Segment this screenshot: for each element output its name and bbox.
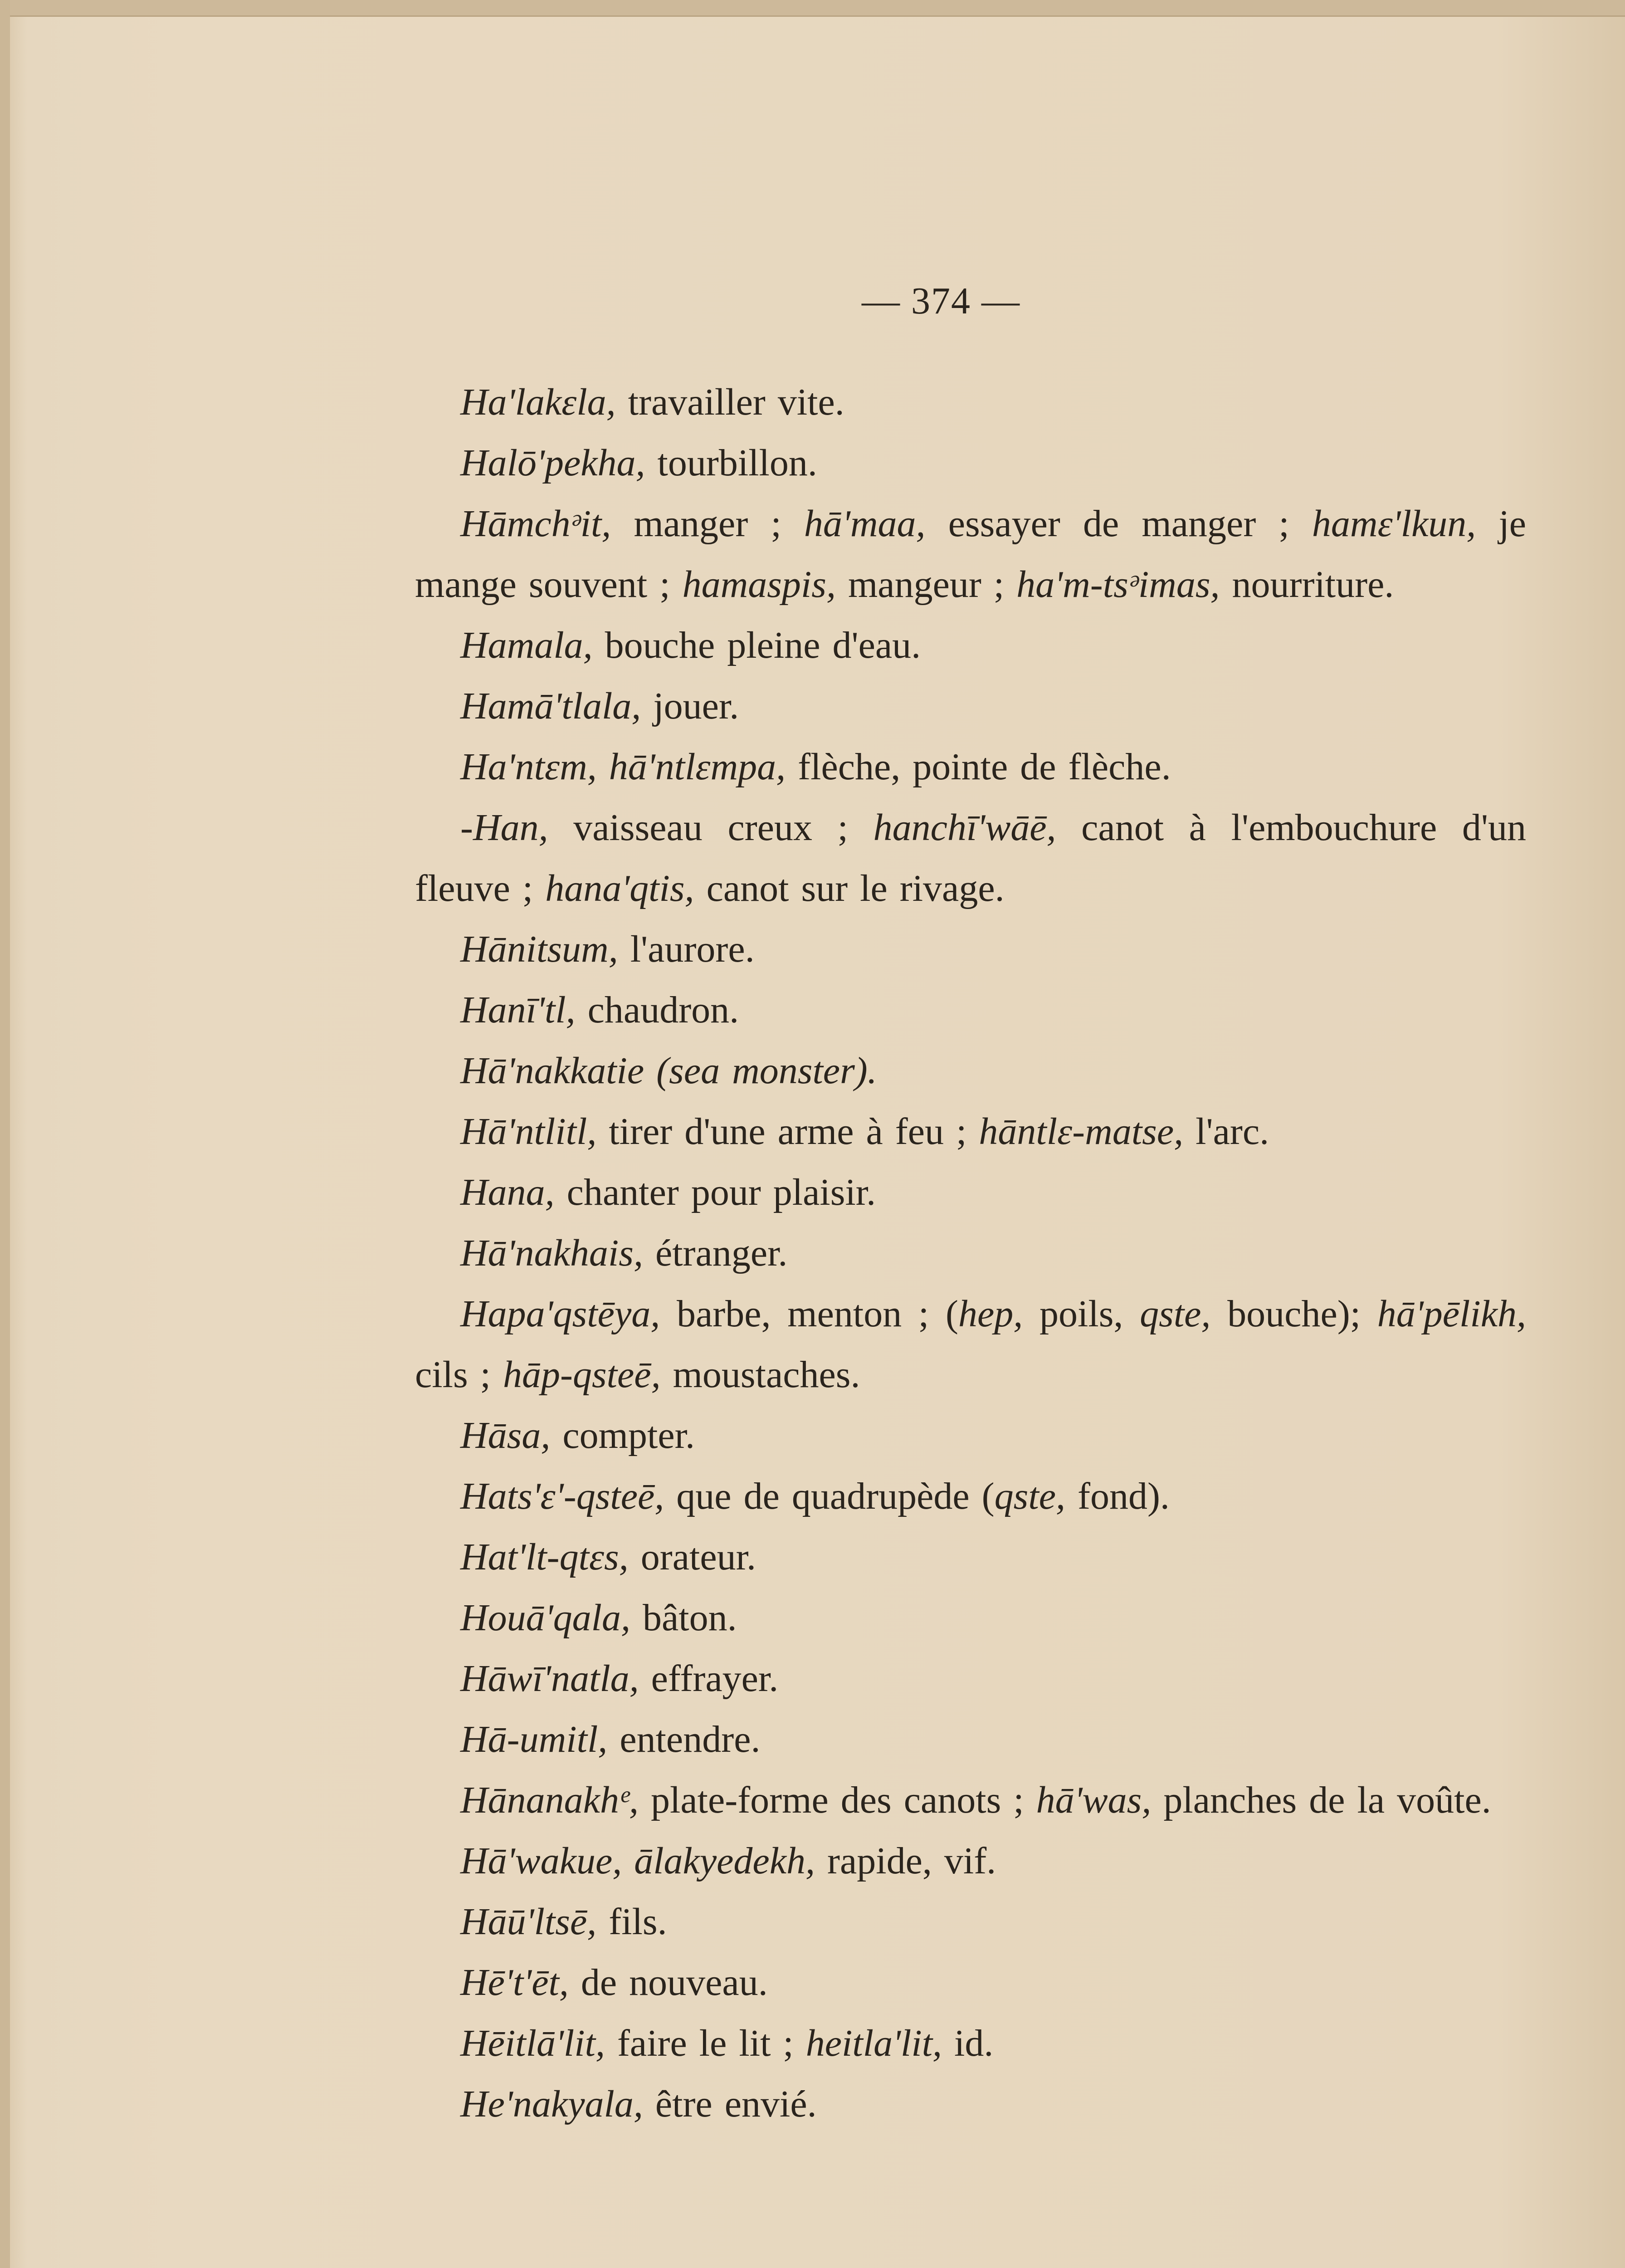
definition: fils.	[596, 1901, 667, 1943]
headword: hā'ntlɛmpa,	[609, 746, 786, 788]
headword: Hā'ntlitl,	[460, 1110, 597, 1153]
dictionary-entry	[415, 1405, 1526, 1466]
page-left-edge	[0, 0, 10, 2268]
headword: hana'qtis,	[545, 867, 694, 909]
dictionary-entry	[415, 1648, 1526, 1709]
definition: canot à l'embouchure d'un fleuve ;	[415, 807, 1526, 909]
headword: Hā-umitl,	[460, 1718, 608, 1760]
dictionary-entry	[415, 494, 1526, 615]
definition: flèche, pointe de flèche.	[786, 746, 1171, 788]
headword: hāntlɛ-matse,	[979, 1110, 1184, 1153]
definition: que de quadrupède (	[664, 1475, 995, 1517]
definition: je mange souvent ;	[415, 503, 1527, 606]
dictionary-entry	[415, 980, 1526, 1041]
definition: bouche);	[1210, 1293, 1377, 1335]
definition: étranger.	[643, 1232, 788, 1274]
headword: Hēitlā'lit,	[460, 2022, 605, 2064]
definition: id.	[942, 2022, 994, 2064]
headword: Hapa'qstēya,	[460, 1293, 660, 1335]
headword: Hat'lt-qtɛs,	[460, 1536, 629, 1578]
definition: fond).	[1065, 1475, 1170, 1517]
definition: rapide, vif.	[815, 1840, 996, 1882]
headword: qste,	[1140, 1293, 1211, 1335]
headword: Hānanakhᵉ,	[460, 1779, 639, 1821]
headword: heitla'lit,	[805, 2022, 942, 2064]
headword: Hana,	[460, 1171, 555, 1213]
definition: bâton.	[630, 1597, 737, 1639]
definition	[597, 746, 609, 788]
dictionary-entry	[415, 372, 1526, 433]
dictionary-entry	[415, 1284, 1526, 1405]
definition: travailler vite.	[615, 381, 844, 423]
headword: Hats'ɛ'-qsteē,	[460, 1475, 664, 1517]
headword: Hā'wakue, ālakyedekh,	[460, 1840, 815, 1882]
dictionary-entry	[415, 2074, 1526, 2135]
dictionary-entry	[415, 797, 1526, 919]
definition: tirer d'une arme à feu ;	[596, 1110, 979, 1153]
definition: moustaches.	[660, 1354, 860, 1396]
dictionary-entry	[415, 1588, 1526, 1648]
headword: Ha'lakɛla,	[460, 381, 616, 423]
dictionary-entry	[415, 1831, 1526, 1892]
dictionary-entry	[415, 1101, 1526, 1162]
definition: planches de la voûte.	[1151, 1779, 1491, 1821]
headword: Halō'pekha,	[460, 442, 645, 484]
headword: Hāū'ltsē,	[460, 1901, 597, 1943]
definition: l'aurore.	[618, 928, 755, 970]
headword: hāp-qsteē,	[503, 1354, 661, 1396]
headword: hamɛ'lkun,	[1312, 503, 1476, 545]
dictionary-entry	[415, 676, 1526, 737]
headword: Hānitsum,	[460, 928, 618, 970]
dictionary-entry	[415, 1223, 1526, 1284]
dictionary-entry	[415, 1041, 1526, 1101]
definition: cils ;	[415, 1354, 503, 1396]
page-number: — 374 —	[862, 280, 1020, 322]
definition: bouche pleine d'eau.	[592, 624, 921, 666]
headword: Hāsa,	[460, 1414, 551, 1457]
definition: chaudron.	[575, 989, 739, 1031]
definition: tourbillon.	[645, 442, 817, 484]
dictionary-entry	[415, 1892, 1526, 1952]
headword: He'nakyala,	[460, 2083, 643, 2125]
definition: entendre.	[607, 1718, 761, 1760]
headword: Hāwī'natla,	[460, 1657, 639, 1700]
definition: essayer de manger ;	[925, 503, 1312, 545]
dictionary-entry	[415, 1466, 1526, 1527]
dictionary-entry	[415, 919, 1526, 980]
headword: Hāmchᵊit,	[460, 503, 611, 545]
definition: de nouveau.	[568, 1961, 768, 2004]
definition: canot sur le rivage.	[694, 867, 1005, 909]
dictionary-entries	[415, 372, 1526, 2135]
headword: ha'm-tsᵊimas,	[1016, 563, 1220, 606]
headword: Hamā'tlala,	[460, 685, 641, 727]
headword: hamaspis,	[682, 563, 836, 606]
dictionary-entry	[415, 433, 1526, 494]
definition: barbe, menton ; (	[660, 1293, 958, 1335]
headword: Ha'ntɛm,	[460, 746, 597, 788]
headword: Hē't'ēt,	[460, 1961, 569, 2004]
definition: être envié.	[643, 2083, 817, 2125]
headword: Hamala,	[460, 624, 593, 666]
dictionary-entry	[415, 615, 1526, 676]
headword: hā'was,	[1036, 1779, 1152, 1821]
dictionary-entry	[415, 2013, 1526, 2074]
headword: Hanī'tl,	[460, 989, 576, 1031]
headword: -Han,	[460, 807, 548, 849]
dictionary-entry	[415, 1527, 1526, 1588]
headword: hā'maa,	[804, 503, 926, 545]
definition: mangeur ;	[835, 563, 1017, 606]
definition: orateur.	[628, 1536, 756, 1578]
dictionary-entry	[415, 1770, 1526, 1831]
definition: poils,	[1023, 1293, 1140, 1335]
definition: jouer.	[641, 685, 739, 727]
dictionary-entry	[415, 737, 1526, 797]
dictionary-entry	[415, 1709, 1526, 1770]
headword: Houā'qala,	[460, 1597, 630, 1639]
headword: qste,	[994, 1475, 1065, 1517]
definition: chanter pour plaisir.	[554, 1171, 876, 1213]
headword: hanchī'wāē,	[873, 807, 1056, 849]
headword: hā'pēlikh,	[1377, 1293, 1526, 1335]
headword: Hā'nakkatie (sea monster).	[460, 1050, 877, 1092]
definition: l'arc.	[1183, 1110, 1269, 1153]
headword: hep,	[958, 1293, 1023, 1335]
definition: manger ;	[611, 503, 804, 545]
definition: plate-forme des canots ;	[638, 1779, 1036, 1821]
definition: compter.	[550, 1414, 695, 1457]
definition: effrayer.	[639, 1657, 779, 1700]
dictionary-entry	[415, 1952, 1526, 2013]
headword: Hā'nakhais,	[460, 1232, 643, 1274]
page-top-edge	[0, 0, 1625, 17]
definition: faire le lit ;	[605, 2022, 806, 2064]
dictionary-entry	[415, 1162, 1526, 1223]
definition: vaisseau creux ;	[548, 807, 873, 849]
definition: nourriture.	[1220, 563, 1394, 606]
